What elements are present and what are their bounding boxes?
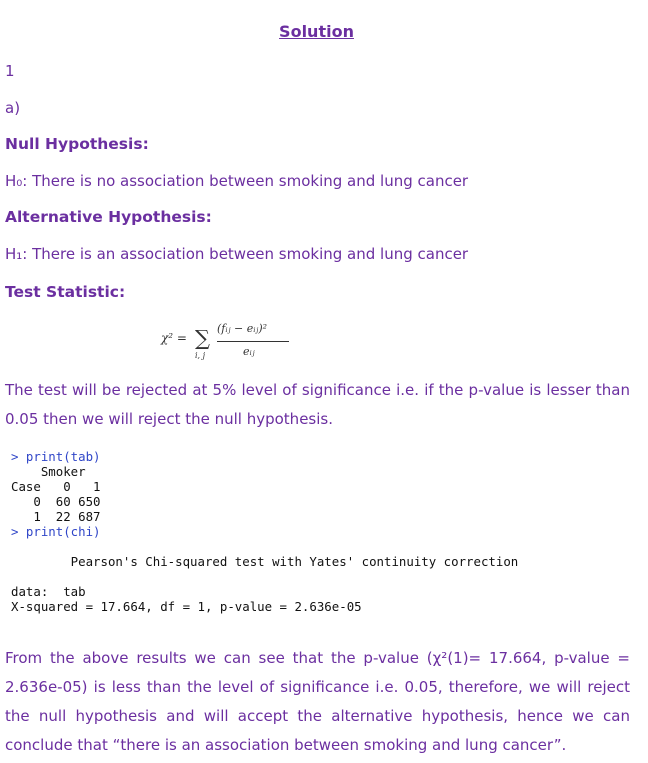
- rejection-rule-paragraph: The test will be rejected at 5% level of significance i.e. if the p-value is lesser than 0.05 then we will reject the null hypothesis.: [5, 381, 630, 428]
- data-line: data: tab: [11, 584, 86, 599]
- test-statistic-heading: Test Statistic:: [5, 283, 126, 301]
- formula-numerator: (fᵢⱼ − eᵢⱼ)²: [217, 322, 268, 335]
- summation-symbol: ∑: [195, 326, 210, 350]
- chi-square-formula: [153, 322, 293, 366]
- test-name: Pearson's Chi-squared test with Yates' continuity correction: [11, 554, 519, 569]
- page-title: Solution: [279, 22, 354, 41]
- part-label: a): [5, 99, 21, 117]
- formula-lhs: χ² =: [161, 331, 187, 345]
- question-number: 1: [5, 62, 15, 80]
- table-row: 1 22 687: [11, 509, 101, 524]
- r-console-output: [11, 449, 518, 614]
- fraction-bar: [217, 341, 289, 342]
- console-command-tab: > print(tab): [11, 449, 101, 464]
- table-columns: Case 0 1: [11, 479, 101, 494]
- result-line: X-squared = 17.664, df = 1, p-value = 2.636e-05: [11, 599, 362, 614]
- table-header: Smoker: [11, 464, 86, 479]
- summation-subscript: i, j: [195, 351, 206, 360]
- null-hypothesis-heading: Null Hypothesis:: [5, 135, 149, 153]
- alternative-hypothesis-heading: Alternative Hypothesis:: [5, 208, 212, 226]
- conclusion-paragraph: From the above results we can see that the p-value (χ²(1)= 17.664, p-value = 2.636e-05) is less than the level of significance i.e. 0.05, therefore, we will reject the null hypothesis and will accept the alternative hypothesis, hence we can conclude that “there is an association between smoking and lung cancer”.: [5, 649, 630, 754]
- null-hypothesis-text: H₀: There is no association between smoking and lung cancer: [5, 172, 469, 190]
- table-row: 0 60 650: [11, 494, 101, 509]
- alternative-hypothesis-text: H₁: There is an association between smoking and lung cancer: [5, 245, 469, 263]
- formula-denominator: eᵢⱼ: [243, 345, 255, 358]
- console-command-chi: > print(chi): [11, 524, 101, 539]
